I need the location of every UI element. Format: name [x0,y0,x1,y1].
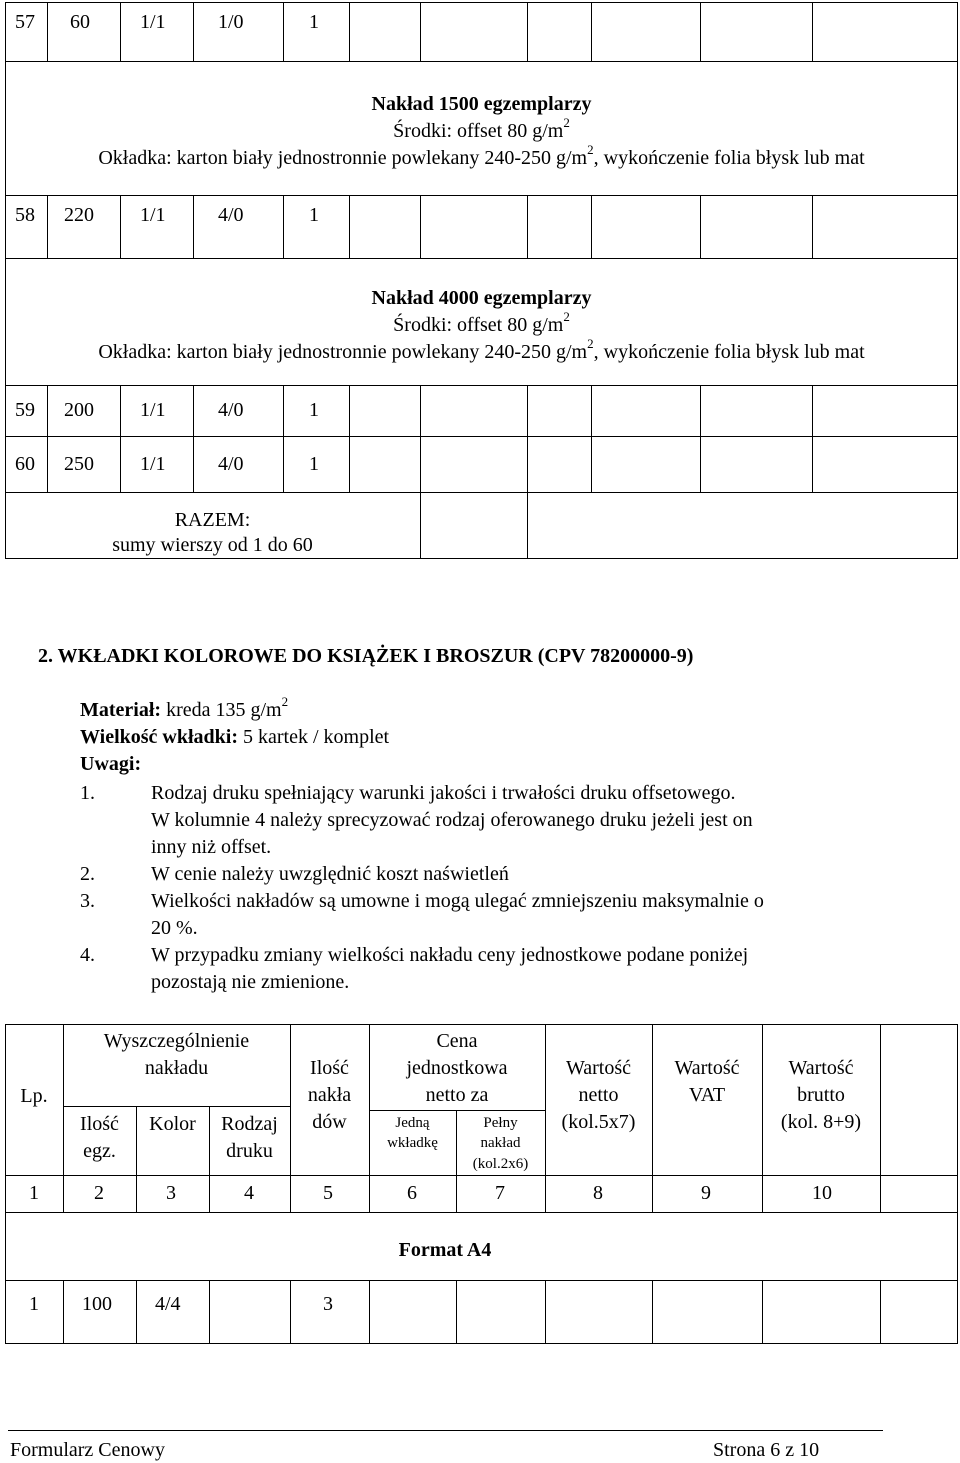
cell-qty: 250 [64,453,94,475]
note-text: 20 %. [151,917,198,939]
header-unit-price: jednostkowa [406,1057,508,1079]
header-gross: Wartość [788,1057,854,1079]
cell-qty: 200 [64,399,94,421]
cell-color: 4/4 [155,1293,181,1315]
header-gross: brutto [797,1084,845,1106]
cell-lp: 59 [15,399,35,421]
cell-color: 1/1 [140,399,166,421]
header-full-run: nakład [480,1135,521,1151]
section-heading: 2. WKŁADKI KOLOROWE DO KSIĄŻEK I BROSZUR (CPV 78200000-9) [38,645,694,667]
header-print-type: Rodzaj [221,1113,278,1135]
cell-lp: 58 [15,204,35,226]
razem-title: RAZEM: [174,509,251,531]
cell-qty: 60 [70,11,90,33]
cell-lp: 1 [29,1293,39,1315]
header-runs: nakła [307,1084,352,1106]
header-vat: VAT [688,1084,726,1106]
cell-qty: 100 [82,1293,112,1315]
cell-color: 1/1 [140,11,166,33]
column-number: 10 [812,1182,832,1204]
header-gross: (kol. 8+9) [780,1111,862,1133]
note-text: pozostają nie zmienione. [151,971,350,993]
cell-count: 1 [309,399,319,421]
note-text: W cenie należy uwzględnić koszt naświetleń [151,863,509,885]
header-print-type: druku [226,1140,273,1162]
header-qty: egz. [83,1140,116,1162]
cell-color: 1/1 [140,453,166,475]
note-number: 2. [80,863,95,885]
cell-type: 1/0 [218,11,244,33]
note-text: W przypadku zmiany wielkości nakładu ceny jednostkowe podane poniżej [151,944,749,966]
format-label: Format A4 [398,1239,492,1261]
header-qty: Ilość [80,1113,119,1135]
cell-type: 4/0 [218,453,244,475]
page-number: Strona 6 z 10 [713,1439,820,1461]
column-number: 8 [593,1182,603,1204]
note-text: Wielkości nakładów są umowne i mogą ulegać zmniejszeniu maksymalnie o [151,890,764,912]
header-net: netto [578,1084,619,1106]
group-middle: Środki: offset 80 $g/m^2$ [393,115,570,142]
cell-runs: 3 [323,1293,333,1315]
note-text: Rodzaj druku spełniający warunki jakości i trwałości druku offsetowego. [151,782,736,804]
header-per-insert: wkładkę [387,1135,438,1151]
header-net: Wartość [565,1057,632,1079]
group-title: Nakład 4000 egzemplarzy [371,287,592,309]
header-unit-price: netto za [425,1084,489,1106]
cell-type: 4/0 [218,204,244,226]
note-number: 4. [80,944,95,966]
column-number: 4 [244,1182,254,1204]
column-number: 5 [323,1182,333,1204]
note-number: 3. [80,890,95,912]
header-vat: Wartość [674,1057,740,1079]
cell-type: 4/0 [218,399,244,421]
header-net: (kol.5x7) [561,1111,636,1133]
notes-label: Uwagi: [80,753,142,775]
cell-lp: 60 [15,453,35,475]
header-per-insert: Jedną [395,1115,430,1131]
header-unit-price: Cena [436,1030,478,1052]
footer-title: Formularz Cenowy [10,1439,165,1461]
header-full-run: Pełny [483,1115,518,1131]
group-title: Nakład 1500 egzemplarzy [371,93,592,115]
group-middle: Środki: offset 80 $g/m^2$ [393,309,570,336]
size-line: Wielkość wkładki: 5 kartek / komplet [80,726,390,748]
header-full-run: (kol.2x6) [472,1156,529,1172]
column-number: 6 [407,1182,417,1204]
group-cover: Okładka: karton biały jednostronnie powlekany 240-250 $g/m^2$, wykończenie folia błysk lub mat [98,336,865,363]
cell-count: 1 [309,204,319,226]
material-line: Materiał: kreda 135 $g/m^2$ [80,694,289,721]
cell-qty: 220 [64,204,94,226]
header-lp: Lp. [20,1085,48,1107]
razem-subtitle: sumy wierszy od 1 do 60 [112,534,313,556]
cell-count: 1 [309,11,319,33]
cell-lp: 57 [15,11,35,33]
cell-color: 1/1 [140,204,166,226]
column-number: 3 [166,1182,176,1204]
header-spec: nakładu [144,1057,209,1079]
header-spec: Wyszczególnienie [103,1030,250,1052]
group-cover: Okładka: karton biały jednostronnie powlekany 240-250 $g/m^2$, wykończenie folia błysk lub mat [98,142,865,169]
header-runs: Ilość [310,1057,349,1079]
note-text: inny niż offset. [151,836,272,858]
cell-count: 1 [309,453,319,475]
note-text: W kolumnie 4 należy sprecyzować rodzaj oferowanego druku jeżeli jest on [151,809,753,831]
column-number: 1 [29,1182,39,1204]
note-number: 1. [80,782,95,804]
column-number: 2 [94,1182,104,1204]
header-runs: dów [312,1111,347,1133]
column-number: 7 [495,1182,505,1204]
header-color: Kolor [149,1113,196,1135]
column-number: 9 [701,1182,711,1204]
